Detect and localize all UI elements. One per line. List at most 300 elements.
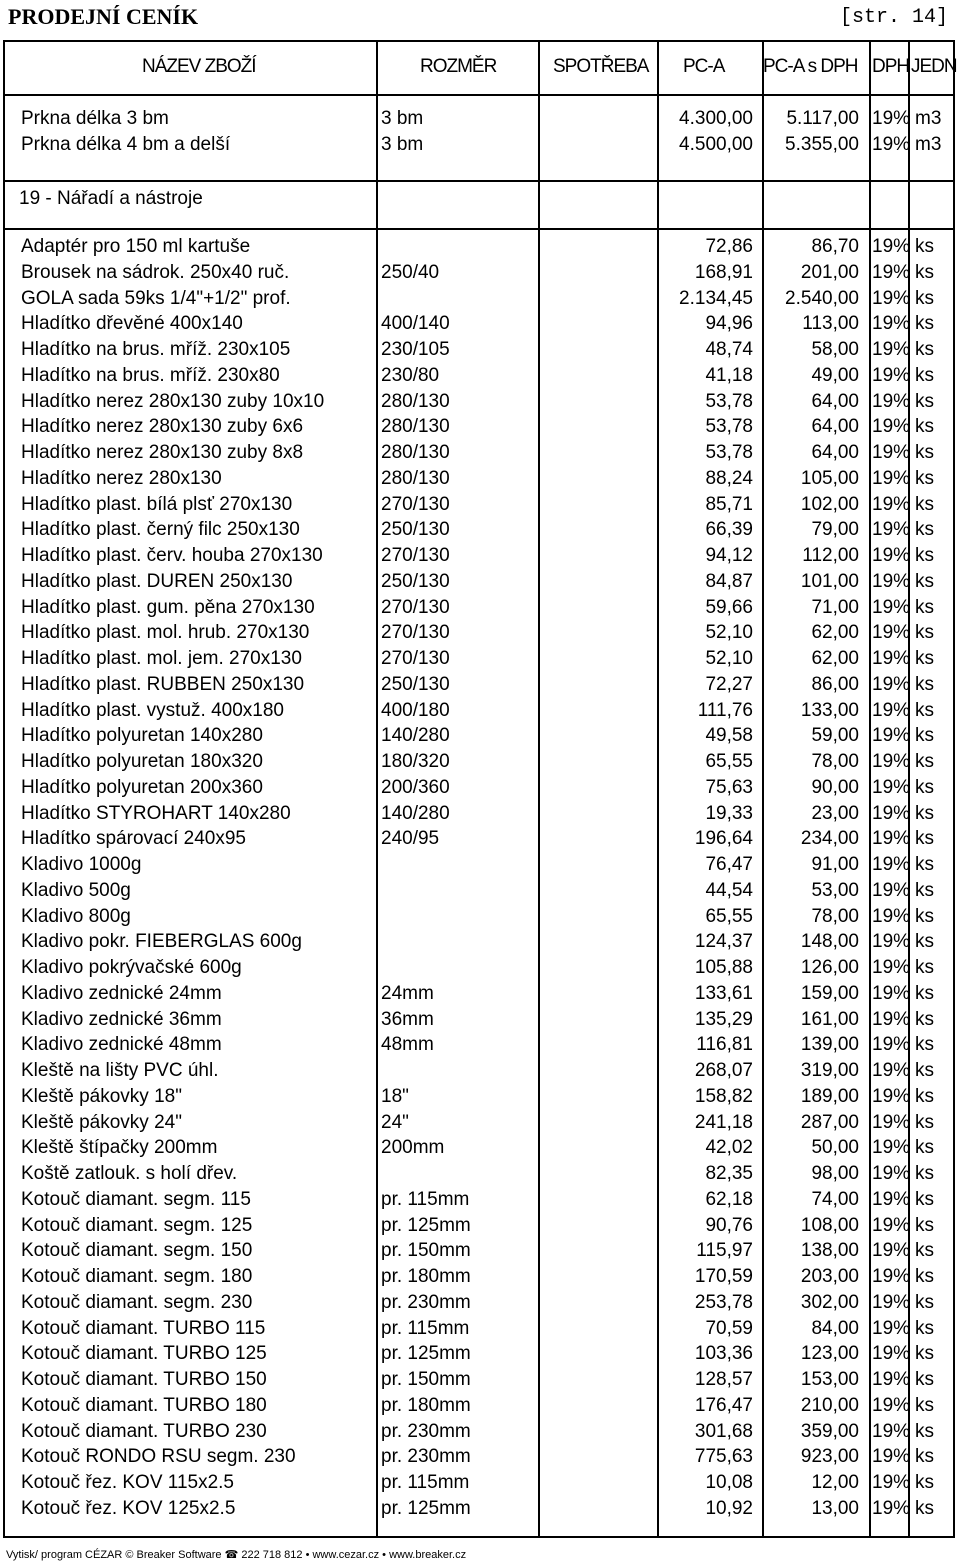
cell-name: Brousek na sádrok. 250x40 ruč.	[21, 261, 290, 283]
cell-unit: ks	[915, 957, 934, 978]
cell-vat: 19%	[872, 390, 911, 412]
cell-name: Kotouč diamant. TURBO 150	[21, 1369, 267, 1390]
cell-price: 253,78	[694, 1291, 753, 1313]
table-row	[5, 1110, 953, 1136]
cell-price-vat: 5.355,00	[785, 134, 859, 155]
cell-price: 76,47	[705, 854, 753, 875]
cell-name: Kotouč řez. KOV 125x2.5	[21, 1497, 236, 1519]
cell-price: 88,24	[705, 467, 753, 489]
row-separator	[5, 180, 953, 182]
cell-vat: 19%	[872, 1394, 911, 1416]
cell-size: pr. 115mm	[381, 1472, 470, 1493]
cell-size: pr. 180mm	[381, 1394, 471, 1416]
cell-name: Kotouč diamant. TURBO 125	[21, 1343, 267, 1365]
cell-price: 65,55	[705, 905, 753, 927]
cell-unit: ks	[915, 673, 934, 695]
cell-size: 140/280	[381, 802, 450, 824]
cell-size: 180/320	[381, 751, 450, 772]
table-row	[5, 620, 953, 646]
cell-price-vat: 78,00	[811, 905, 859, 927]
cell-price-vat: 210,00	[800, 1394, 859, 1416]
cell-price-vat: 86,00	[811, 673, 859, 695]
cell-vat: 19%	[872, 339, 911, 360]
cell-price-vat: 148,00	[800, 931, 859, 953]
cell-name: Koště zatlouk. s holí dřev.	[21, 1163, 238, 1184]
cell-vat: 19%	[872, 1291, 911, 1313]
cell-price-vat: 86,70	[811, 236, 859, 257]
cell-size: 3 bm	[381, 108, 424, 129]
table-row	[5, 234, 953, 260]
cell-price: 176,47	[694, 1394, 753, 1416]
cell-name: Hladítko nerez 280x130 zuby 8x8	[21, 442, 304, 463]
cell-size: pr. 180mm	[381, 1266, 471, 1287]
cell-unit: ks	[915, 1060, 934, 1081]
cell-name: Hladítko nerez 280x130 zuby 6x6	[21, 416, 304, 438]
cell-price: 116,81	[696, 1034, 753, 1056]
cell-size: 250/40	[381, 261, 440, 283]
cell-name: Hladítko plast. bílá plsť 270x130	[21, 493, 293, 515]
cell-name: Prkna délka 4 bm a delší	[21, 134, 231, 155]
cell-price: 62,18	[705, 1188, 753, 1210]
cell-vat: 19%	[872, 828, 911, 850]
table-row	[5, 106, 953, 132]
cell-unit: ks	[915, 364, 934, 386]
cell-unit: ks	[915, 339, 934, 360]
cell-unit: ks	[915, 1343, 934, 1365]
cell-vat: 19%	[872, 570, 911, 592]
table-row	[5, 311, 953, 337]
cell-vat: 19%	[872, 442, 911, 463]
cell-name: Kladivo zednické 48mm	[21, 1034, 222, 1056]
table-row	[5, 1470, 953, 1496]
cell-name: Kotouč diamant. TURBO 230	[21, 1420, 267, 1442]
cell-unit: ks	[915, 931, 934, 953]
cell-size: pr. 115mm	[381, 1317, 470, 1339]
cell-name: Hladítko STYROHART 140x280	[21, 802, 291, 824]
cell-price: 10,08	[705, 1472, 753, 1493]
cell-price: 94,96	[705, 313, 753, 335]
cell-name: Kleště pákovky 24"	[21, 1111, 182, 1133]
cell-price-vat: 108,00	[800, 1214, 859, 1236]
cell-size: 140/280	[381, 725, 450, 747]
cell-price: 65,55	[705, 751, 753, 772]
table-row	[5, 1238, 953, 1264]
header-unit: JEDN	[911, 56, 957, 77]
header-price: PC-A	[683, 56, 725, 77]
cell-price-vat: 79,00	[811, 519, 859, 541]
cell-unit: ks	[915, 776, 934, 798]
cell-name: Kladivo zednické 24mm	[21, 982, 222, 1004]
cell-price-vat: 923,00	[800, 1446, 859, 1468]
cell-price-vat: 64,00	[811, 416, 859, 438]
cell-name: Kotouč diamant. segm. 180	[21, 1266, 253, 1287]
cell-price-vat: 113,00	[802, 313, 859, 335]
cell-vat: 19%	[872, 1163, 911, 1184]
cell-unit: ks	[915, 1420, 934, 1442]
cell-unit: ks	[915, 751, 934, 772]
cell-price: 44,54	[705, 879, 753, 901]
table-row	[5, 1393, 953, 1419]
table-row	[5, 389, 953, 415]
cell-vat: 19%	[872, 1446, 911, 1468]
cell-price-vat: 189,00	[800, 1085, 859, 1107]
cell-unit: ks	[915, 1291, 934, 1313]
cell-unit: ks	[915, 648, 934, 669]
cell-unit: ks	[915, 1163, 934, 1184]
cell-size: pr. 125mm	[381, 1497, 471, 1519]
cell-unit: ks	[915, 493, 934, 515]
cell-price: 4.500,00	[679, 134, 753, 155]
page-title: PRODEJNÍ CENÍK	[8, 4, 199, 29]
cell-vat: 19%	[872, 699, 911, 721]
cell-price: 94,12	[705, 545, 753, 566]
cell-size: 280/130	[381, 442, 450, 463]
cell-size: 270/130	[381, 493, 450, 515]
cell-vat: 19%	[872, 545, 911, 566]
table-row	[5, 1187, 953, 1213]
cell-price: 85,71	[705, 493, 753, 515]
cell-price-vat: 64,00	[811, 442, 859, 463]
cell-price-vat: 53,00	[811, 879, 859, 901]
cell-vat: 19%	[872, 1008, 911, 1030]
cell-unit: ks	[915, 519, 934, 541]
cell-vat: 19%	[872, 931, 911, 953]
cell-vat: 19%	[872, 596, 911, 618]
cell-name: Kotouč RONDO RSU segm. 230	[21, 1446, 296, 1468]
header-name: NÁZEV ZBOŽÍ	[142, 56, 256, 77]
cell-name: Hladítko plast. gum. pěna 270x130	[21, 596, 315, 618]
cell-price-vat: 71,00	[811, 596, 859, 618]
cell-price-vat: 90,00	[811, 776, 859, 798]
cell-unit: ks	[915, 622, 934, 644]
cell-unit: ks	[915, 1446, 934, 1468]
cell-price: 82,35	[705, 1163, 753, 1184]
cell-price: 53,78	[705, 416, 753, 438]
cell-vat: 19%	[872, 1369, 911, 1390]
table-row	[5, 543, 953, 569]
cell-size: pr. 230mm	[381, 1291, 471, 1313]
cell-price: 53,78	[705, 442, 753, 463]
cell-price-vat: 126,00	[800, 957, 859, 978]
cell-price: 72,86	[705, 236, 753, 257]
cell-vat: 19%	[872, 364, 911, 386]
cell-price: 42,02	[705, 1137, 753, 1159]
page-number: [str. 14]	[839, 6, 948, 29]
cell-price: 53,78	[705, 390, 753, 412]
cell-price-vat: 203,00	[800, 1266, 859, 1287]
table-row	[5, 1419, 953, 1445]
table-row	[5, 363, 953, 389]
cell-name: Hladítko plast. černý filc 250x130	[21, 519, 300, 541]
table-row	[5, 698, 953, 724]
cell-vat: 19%	[872, 1317, 911, 1339]
cell-size: 250/130	[381, 519, 450, 541]
cell-price: 41,18	[705, 364, 753, 386]
cell-price: 128,57	[694, 1369, 753, 1390]
cell-size: 230/80	[381, 364, 440, 386]
table-row	[5, 260, 953, 286]
cell-vat: 19%	[872, 1111, 911, 1133]
cell-price-vat: 139,00	[800, 1034, 859, 1056]
cell-name: Hladítko plast. červ. houba 270x130	[21, 545, 323, 566]
cell-name: Hladítko plast. vystuž. 400x180	[21, 699, 284, 721]
cell-name: Kotouč diamant. segm. 150	[21, 1240, 253, 1262]
cell-vat: 19%	[872, 1137, 911, 1159]
cell-size: 24mm	[381, 982, 434, 1004]
cell-size: pr. 125mm	[381, 1214, 471, 1236]
cell-size: 280/130	[381, 416, 450, 438]
cell-price-vat: 2.540,00	[785, 287, 859, 309]
table-row	[5, 440, 953, 466]
cell-unit: ks	[915, 261, 934, 283]
cell-size: 48mm	[381, 1034, 434, 1056]
cell-name: Hladítko spárovací 240x95	[21, 828, 246, 850]
cell-price: 115,97	[696, 1240, 753, 1262]
cell-size: 270/130	[381, 545, 450, 566]
cell-price: 84,87	[705, 570, 753, 592]
cell-price: 158,82	[694, 1085, 753, 1107]
cell-vat: 19%	[872, 108, 911, 129]
cell-vat: 19%	[872, 725, 911, 747]
cell-price: 268,07	[694, 1060, 753, 1081]
cell-vat: 19%	[872, 236, 911, 257]
cell-price-vat: 64,00	[811, 390, 859, 412]
cell-size: 400/140	[381, 313, 450, 335]
table-row	[5, 414, 953, 440]
table-row	[5, 1161, 953, 1187]
cell-price-vat: 123,00	[800, 1343, 859, 1365]
table-row	[5, 492, 953, 518]
cell-size: 400/180	[381, 699, 450, 721]
cell-size: 18"	[381, 1085, 409, 1107]
table-row	[5, 569, 953, 595]
header-price-vat: PC-A s DPH	[763, 56, 858, 77]
cell-price: 124,37	[694, 931, 753, 953]
cell-price-vat: 287,00	[800, 1111, 859, 1133]
price-table	[3, 40, 955, 1538]
cell-vat: 19%	[872, 622, 911, 644]
cell-price-vat: 62,00	[811, 622, 859, 644]
table-row	[5, 466, 953, 492]
cell-price-vat: 58,00	[811, 339, 859, 360]
cell-price: 19,33	[705, 802, 753, 824]
table-row	[5, 1032, 953, 1058]
cell-size: 240/95	[381, 828, 440, 850]
cell-price-vat: 5.117,00	[786, 108, 859, 129]
cell-name: Hladítko nerez 280x130	[21, 467, 222, 489]
cell-name: Kladivo zednické 36mm	[21, 1008, 222, 1030]
cell-price: 4.300,00	[679, 108, 753, 129]
cell-price-vat: 201,00	[800, 261, 859, 283]
cell-price-vat: 23,00	[811, 802, 859, 824]
cell-vat: 19%	[872, 957, 911, 978]
cell-unit: ks	[915, 1188, 934, 1210]
cell-name: Hladítko plast. mol. hrub. 270x130	[21, 622, 310, 644]
cell-name: Prkna délka 3 bm	[21, 108, 169, 129]
cell-price-vat: 319,00	[800, 1060, 859, 1081]
cell-unit: ks	[915, 313, 934, 335]
cell-size: 280/130	[381, 467, 450, 489]
cell-price: 2.134,45	[679, 287, 753, 309]
cell-price-vat: 59,00	[811, 725, 859, 747]
cell-name: Hladítko plast. DUREN 250x130	[21, 570, 293, 592]
cell-vat: 19%	[872, 854, 911, 875]
cell-unit: ks	[915, 1008, 934, 1030]
cell-vat: 19%	[872, 1343, 911, 1365]
cell-price-vat: 138,00	[800, 1240, 859, 1262]
cell-name: Kladivo pokr. FIEBERGLAS 600g	[21, 931, 302, 953]
cell-size: 200/360	[381, 776, 450, 798]
table-row	[5, 132, 953, 158]
table-row	[5, 286, 953, 312]
cell-name: Kotouč řez. KOV 115x2.5	[21, 1472, 234, 1493]
cell-size: 270/130	[381, 596, 450, 618]
cell-vat: 19%	[872, 648, 911, 669]
cell-vat: 19%	[872, 751, 911, 772]
cell-vat: 19%	[872, 1060, 911, 1081]
cell-name: Kladivo 1000g	[21, 854, 142, 875]
header-consumption: SPOTŘEBA	[553, 56, 649, 77]
cell-size: 250/130	[381, 570, 450, 592]
table-header	[5, 42, 957, 96]
cell-vat: 19%	[872, 467, 911, 489]
cell-name: Kladivo 800g	[21, 905, 131, 927]
cell-vat: 19%	[872, 493, 911, 515]
cell-vat: 19%	[872, 416, 911, 438]
cell-name: Hladítko plast. RUBBEN 250x130	[21, 673, 305, 695]
footer-text: Vytisk/ program CÉZAR © Breaker Software ☎ 222 718 812 • www.cezar.cz • www.breaker.cz	[6, 1549, 467, 1561]
cell-name: Kladivo 500g	[21, 879, 131, 901]
cell-name: Kladivo pokrývačské 600g	[21, 957, 242, 978]
cell-unit: ks	[915, 1111, 934, 1133]
cell-name: Hladítko na brus. mříž. 230x80	[21, 364, 280, 386]
cell-price: 133,61	[694, 982, 753, 1004]
cell-price: 66,39	[705, 519, 753, 541]
cell-price-vat: 302,00	[800, 1291, 859, 1313]
cell-name: Kotouč diamant. segm. 230	[21, 1291, 253, 1313]
table-row	[5, 1135, 953, 1161]
table-row	[5, 1316, 953, 1342]
cell-name: Hladítko polyuretan 200x360	[21, 776, 263, 798]
cell-vat: 19%	[872, 1085, 911, 1107]
table-row	[5, 1444, 953, 1470]
cell-vat: 19%	[872, 134, 911, 155]
cell-price: 52,10	[705, 622, 753, 644]
cell-price: 52,10	[705, 648, 753, 669]
cell-unit: ks	[915, 236, 934, 257]
cell-name: Kotouč diamant. segm. 115	[21, 1188, 251, 1210]
cell-size: 270/130	[381, 622, 450, 644]
cell-size: 200mm	[381, 1137, 445, 1159]
cell-vat: 19%	[872, 776, 911, 798]
cell-price-vat: 62,00	[811, 648, 859, 669]
cell-unit: ks	[915, 802, 934, 824]
cell-vat: 19%	[872, 982, 911, 1004]
cell-unit: ks	[915, 905, 934, 927]
cell-unit: ks	[915, 442, 934, 463]
table-row	[5, 337, 953, 363]
cell-unit: ks	[915, 390, 934, 412]
cell-unit: ks	[915, 1394, 934, 1416]
cell-price-vat: 84,00	[811, 1317, 859, 1339]
cell-unit: ks	[915, 725, 934, 747]
table-row	[5, 1007, 953, 1033]
row-separator	[5, 228, 953, 230]
cell-price: 301,68	[694, 1420, 753, 1442]
cell-unit: ks	[915, 1497, 934, 1519]
cell-vat: 19%	[872, 1266, 911, 1287]
cell-vat: 19%	[872, 1034, 911, 1056]
cell-price: 48,74	[705, 339, 753, 360]
cell-price: 103,36	[694, 1343, 753, 1365]
cell-price: 170,59	[694, 1266, 753, 1287]
cell-price-vat: 78,00	[811, 751, 859, 772]
cell-price-vat: 133,00	[800, 699, 859, 721]
cell-price: 775,63	[694, 1446, 753, 1468]
cell-price-vat: 234,00	[800, 828, 859, 850]
cell-unit: ks	[915, 1317, 934, 1339]
cell-unit: ks	[915, 982, 934, 1004]
cell-vat: 19%	[872, 879, 911, 901]
table-row	[5, 981, 953, 1007]
cell-vat: 19%	[872, 313, 911, 335]
table-row	[5, 672, 953, 698]
cell-unit: ks	[915, 1369, 934, 1390]
cell-name: Kotouč diamant. segm. 125	[21, 1214, 253, 1236]
cell-vat: 19%	[872, 287, 911, 309]
cell-unit: ks	[915, 1085, 934, 1107]
cell-size: pr. 125mm	[381, 1343, 471, 1365]
cell-vat: 19%	[872, 1240, 911, 1262]
cell-name: Hladítko nerez 280x130 zuby 10x10	[21, 390, 325, 412]
cell-size: 36mm	[381, 1008, 434, 1030]
cell-price: 49,58	[705, 725, 753, 747]
cell-unit: ks	[915, 596, 934, 618]
cell-name: Hladítko dřevěné 400x140	[21, 313, 243, 335]
table-row	[5, 801, 953, 827]
table-row	[5, 723, 953, 749]
cell-price-vat: 159,00	[800, 982, 859, 1004]
cell-size: 24"	[381, 1111, 409, 1133]
table-row	[5, 1058, 953, 1084]
cell-price: 196,64	[694, 828, 753, 850]
table-row	[5, 929, 953, 955]
header-size: ROZMĚR	[420, 56, 497, 77]
cell-unit: ks	[915, 879, 934, 901]
cell-unit: ks	[915, 1266, 934, 1287]
cell-vat: 19%	[872, 1497, 911, 1519]
cell-price: 90,76	[705, 1214, 753, 1236]
cell-name: Adaptér pro 150 ml kartuše	[21, 236, 251, 257]
cell-unit: ks	[915, 699, 934, 721]
table-row	[5, 904, 953, 930]
cell-price-vat: 12,00	[811, 1472, 859, 1493]
table-row	[5, 646, 953, 672]
cell-price-vat: 153,00	[800, 1369, 859, 1390]
table-row	[5, 852, 953, 878]
table-row	[5, 955, 953, 981]
table-row	[5, 1496, 953, 1522]
table-row	[5, 878, 953, 904]
cell-name: Hladítko polyuretan 180x320	[21, 751, 263, 772]
table-row	[5, 1084, 953, 1110]
cell-price: 70,59	[705, 1317, 753, 1339]
cell-price-vat: 161,00	[800, 1008, 859, 1030]
cell-price: 75,63	[705, 776, 753, 798]
cell-unit: ks	[915, 854, 934, 875]
cell-unit: ks	[915, 1137, 934, 1159]
cell-vat: 19%	[872, 261, 911, 283]
